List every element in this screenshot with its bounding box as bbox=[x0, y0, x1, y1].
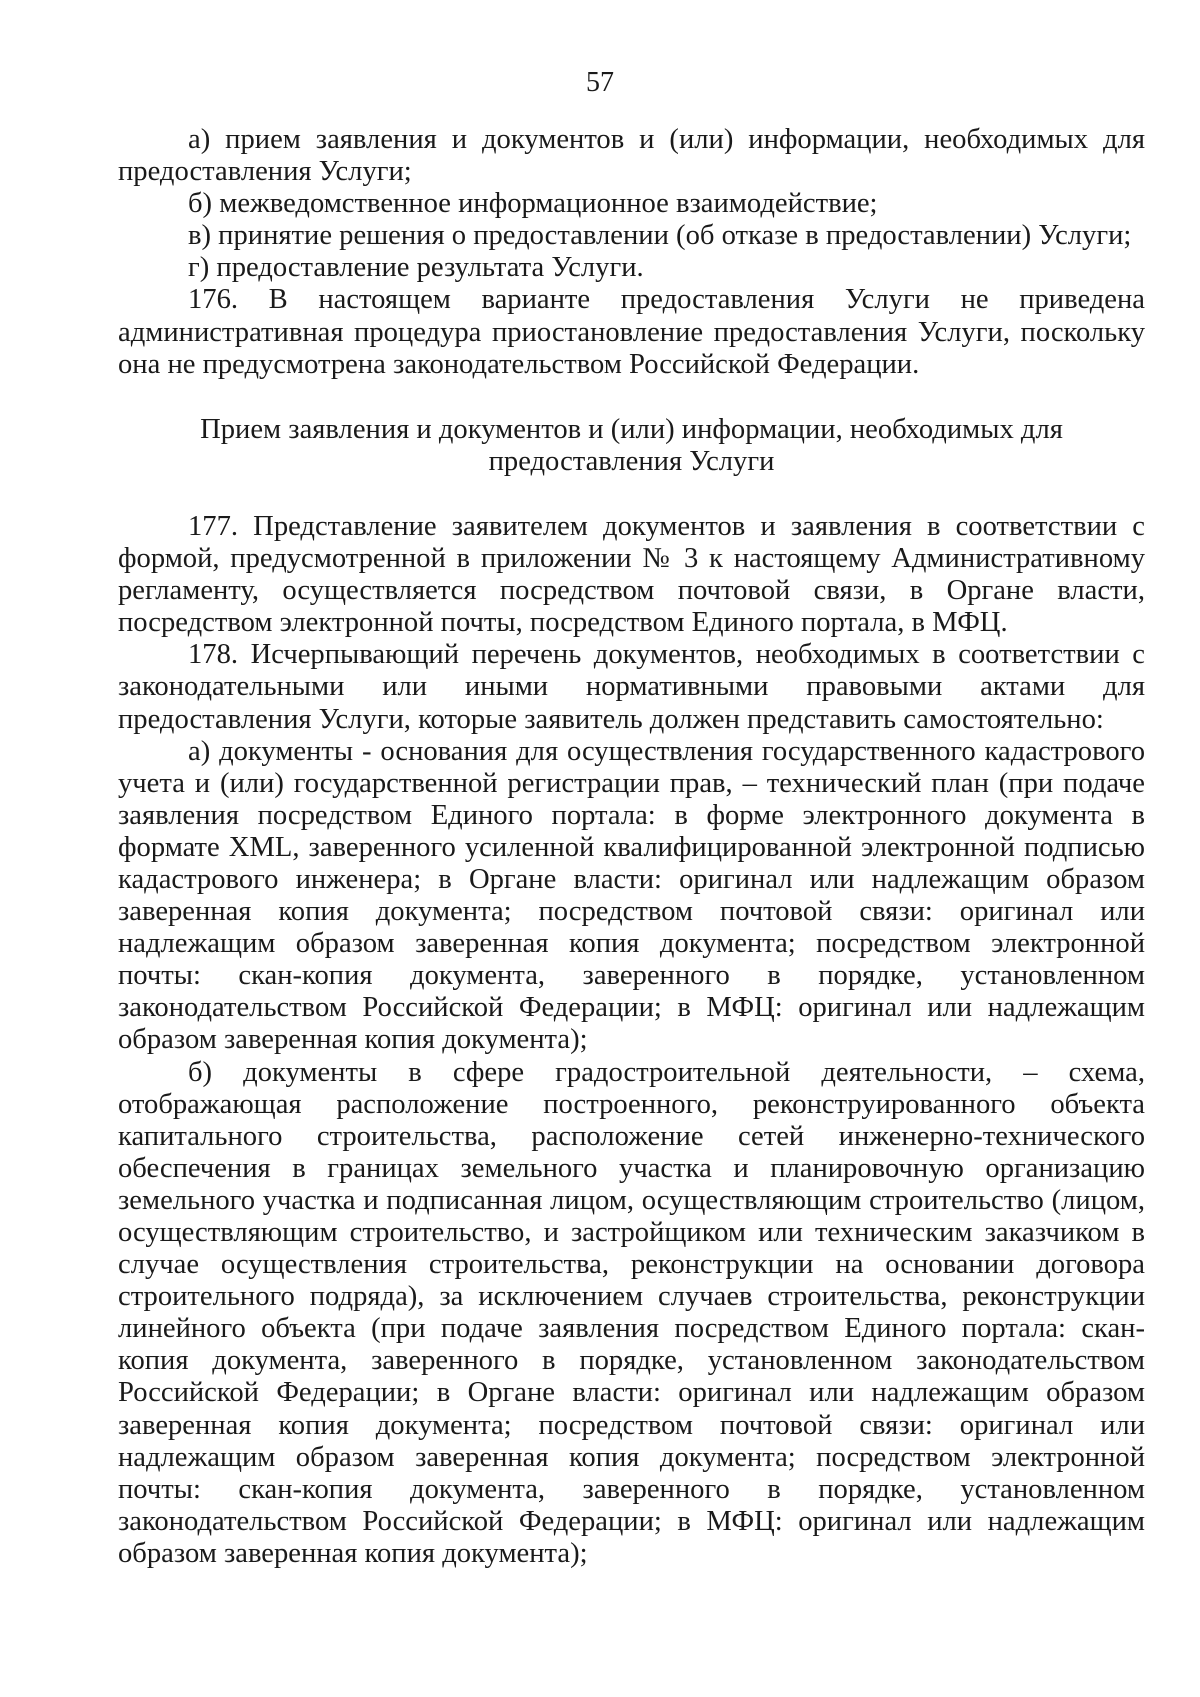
page-number: 57 bbox=[586, 67, 614, 98]
paragraph-176: 176. В настоящем варианте предоставления Услуги не приведена административная процедура приостановление предоставления Услуги, поскольку она не предусмотрена законодательством Российской Федерации. bbox=[118, 284, 1145, 380]
section-heading-line-2: предоставления Услуги bbox=[488, 445, 775, 477]
paragraph-178-b: б) документы в сфере градостроительной деятельности, – схема, отображающая расположение построенного, реконструированного объекта капитального строительства, расположение сетей инженерно-технического обеспечения в границах земельного участка и планировочную организацию земельного участка и подписанная лицом, осуществляющим строительство (лицом, осуществляющим строительство, и застройщиком или техническим заказчиком в случае осуществления строительства, реконструкции на основании договора строительного подряда), за исключением случаев строительства, реконструкции линейного объекта (при подаче заявления посредством Единого портала: скан-копия документа, заверенного в порядке, установленном законодательством Российской Федерации; в Органе власти: оригинал или надлежащим образом заверенная копия документа; посредством почтовой связи: оригинал или надлежащим образом заверенная копия документа; посредством электронной почты: скан-копия документа, заверенного в порядке, установленном законодательством Российской Федерации; в МФЦ: оригинал или надлежащим образом заверенная копия документа); bbox=[118, 1056, 1145, 1569]
list-item-g: г) предоставление результата Услуги. bbox=[188, 252, 644, 284]
list-item-a: а) прием заявления и документов и (или) информации, необходимых для предоставления Услуги; bbox=[118, 124, 1145, 188]
paragraph-178-a: а) документы - основания для осуществления государственного кадастрового учета и (или) государственной регистрации прав, – технический план (при подаче заявления посредством Единого портала: в форме электронного документа в формате XML, заверенного усиленной квалифицированной электронной подписью кадастрового инженера; в Органе власти: оригинал или надлежащим образом заверенная копия документа; посредством почтовой связи: оригинал или надлежащим образом заверенная копия документа; посредством электронной почты: скан-копия документа, заверенного в порядке, установленном законодательством Российской Федерации; в МФЦ: оригинал или надлежащим образом заверенная копия документа); bbox=[118, 735, 1145, 1056]
paragraph-178: 178. Исчерпывающий перечень документов, необходимых в соответствии с законодательными или иными нормативными правовыми актами для предоставления Услуги, которые заявитель должен представить самостоятельно: bbox=[118, 639, 1145, 735]
section-heading bbox=[118, 414, 1145, 478]
section-heading-line-1: Прием заявления и документов и (или) информации, необходимых для bbox=[200, 413, 1063, 445]
list-item-b: б) межведомственное информационное взаимодействие; bbox=[188, 188, 878, 220]
document-body bbox=[118, 124, 1145, 1570]
paragraph-177: 177. Представление заявителем документов и заявления в соответствии с формой, предусмотренной в приложении № 3 к настоящему Административному регламенту, осуществляется посредством почтовой связи, в Органе власти, посредством электронной почты, посредством Единого портала, в МФЦ. bbox=[118, 510, 1145, 639]
list-item-v: в) принятие решения о предоставлении (об отказе в предоставлении) Услуги; bbox=[188, 220, 1132, 252]
